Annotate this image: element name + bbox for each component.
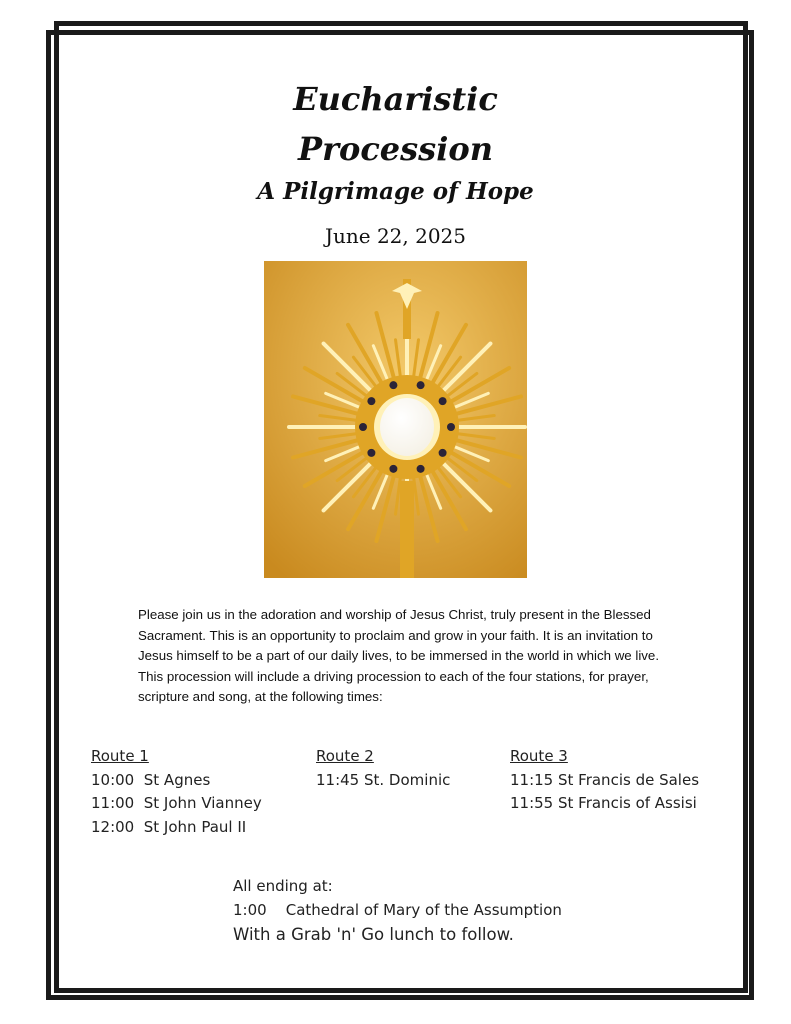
route-stop: 11:00 St John Vianney <box>91 794 262 812</box>
monstrance-illustration <box>264 261 527 578</box>
monstrance-jewel <box>417 381 425 389</box>
event-date: June 22, 2025 <box>324 224 467 248</box>
monstrance-image <box>264 261 527 578</box>
ending-label: All ending at: <box>233 877 333 895</box>
intro-paragraph: Please join us in the adoration and worship of Jesus Christ, truly present in the Blessed Sacrament. This is an opportunity to proclaim and grow in your faith. It is an invitation to Jesus himself to be a part of our daily lives, to be immersed in the world in which we live. This procession will include a driving procession to each of the four stations, for prayer, scripture and song, at the following times: <box>138 607 660 705</box>
route-1 <box>91 745 262 839</box>
route-stop: 11:15 St Francis de Sales <box>510 770 700 789</box>
monstrance-jewel <box>439 449 447 457</box>
host-circle <box>380 398 434 456</box>
route-stop: 12:00 St John Paul II <box>91 817 247 836</box>
monstrance-jewel <box>359 423 367 431</box>
monstrance-stem <box>400 481 414 578</box>
monstrance-jewel <box>447 423 455 431</box>
route-2 <box>316 745 450 792</box>
route-stop: 11:55 St Francis of Assisi <box>510 794 697 812</box>
title-line-1: Eucharistic <box>293 80 498 118</box>
route-heading: Route 3 <box>510 747 568 765</box>
title-line-2: Procession <box>298 130 493 168</box>
monstrance-jewel <box>417 465 425 473</box>
route-heading: Route 1 <box>91 747 149 765</box>
route-3 <box>510 745 699 816</box>
route-stop: 10:00 St Agnes <box>91 770 211 789</box>
monstrance-jewel <box>367 397 375 405</box>
ending-lunch-note: With a Grab 'n' Go lunch to follow. <box>233 925 514 944</box>
monstrance-jewel <box>367 449 375 457</box>
monstrance-jewel <box>439 397 447 405</box>
route-heading: Route 2 <box>316 747 374 765</box>
ending-block <box>233 874 562 948</box>
monstrance-jewel <box>389 381 397 389</box>
monstrance-jewel <box>389 465 397 473</box>
ending-time-place: 1:00 Cathedral of Mary of the Assumption <box>233 901 562 919</box>
route-stop: 11:45 St. Dominic <box>316 770 451 789</box>
subtitle: A Pilgrimage of Hope <box>257 178 534 205</box>
